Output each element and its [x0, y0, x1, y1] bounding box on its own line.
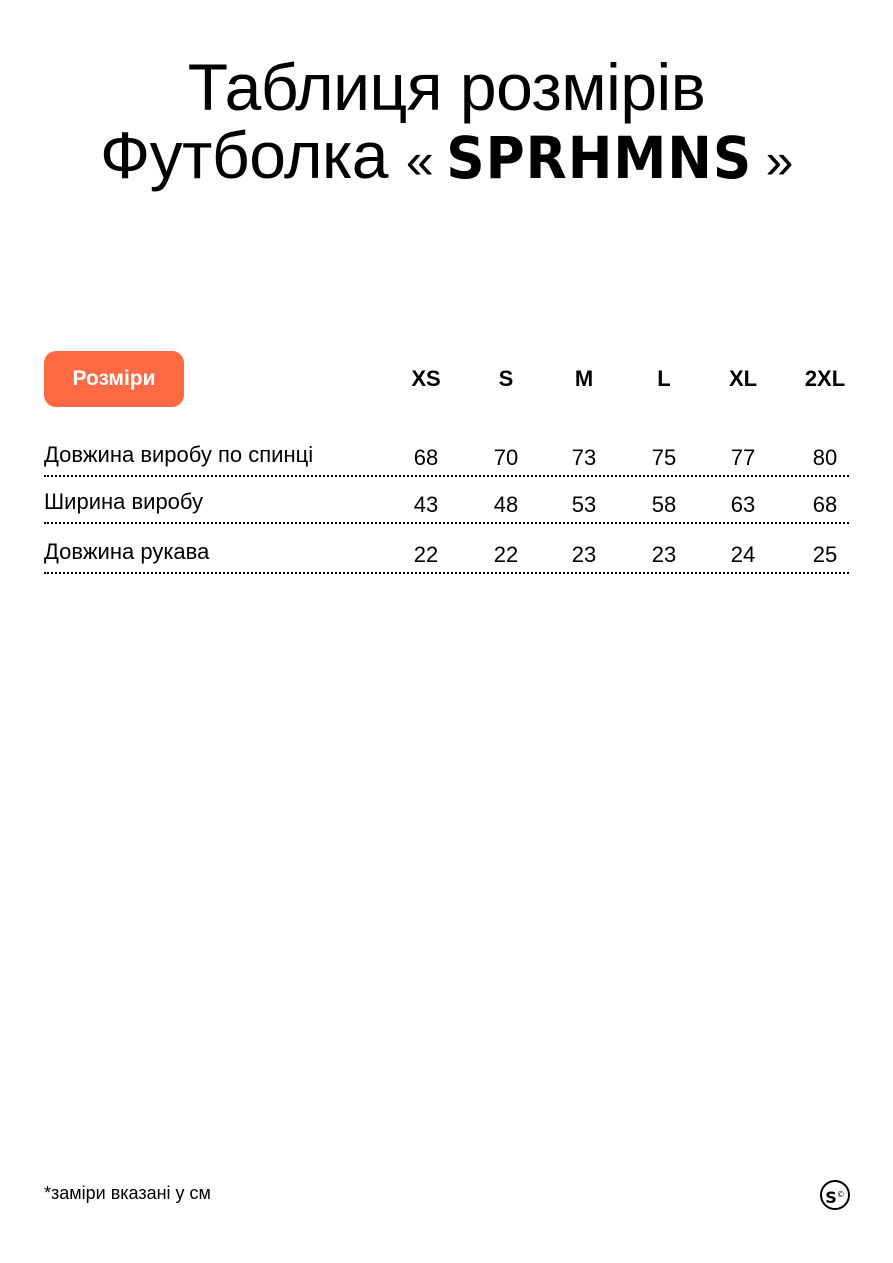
size-header-s: S [498, 366, 514, 391]
logo-mark: © [836, 1190, 845, 1199]
page-title: Таблиця розмірів [187, 50, 706, 124]
table-cell: 80 [812, 445, 838, 470]
measurement-footnote: *заміри вказані у см [44, 1183, 211, 1203]
row-divider [44, 572, 849, 574]
product-title [0, 118, 893, 194]
size-header-2xl: 2XL [804, 366, 846, 391]
table-cell: 23 [651, 542, 677, 567]
table-cell: 68 [812, 492, 838, 517]
table-cell: 43 [413, 492, 439, 517]
table-cell: 23 [571, 542, 597, 567]
table-cell: 68 [413, 445, 439, 470]
table-cell: 25 [812, 542, 838, 567]
row-label-back-length: Довжина виробу по спинці [44, 442, 314, 467]
size-header-m: M [574, 366, 594, 391]
product-type: Футболка [100, 118, 406, 192]
table-cell: 22 [413, 542, 439, 567]
quote-open: « [405, 133, 434, 189]
size-header-l: L [657, 366, 671, 391]
brand-logo-icon [820, 1180, 850, 1210]
table-cell: 75 [651, 445, 677, 470]
quote-close: » [765, 133, 793, 189]
table-cell: 53 [571, 492, 597, 517]
table-cell: 77 [730, 445, 756, 470]
logo-letter: S [825, 1188, 837, 1207]
row-label-width: Ширина виробу [44, 489, 204, 514]
table-cell: 22 [493, 542, 519, 567]
row-divider [44, 475, 849, 477]
table-cell: 70 [493, 445, 519, 470]
row-divider [44, 522, 849, 524]
table-cell: 24 [730, 542, 756, 567]
table-cell: 48 [493, 492, 519, 517]
table-cell: 58 [651, 492, 677, 517]
brand-name: SPRHMNS [446, 124, 753, 192]
size-header-xs: XS [411, 366, 441, 391]
row-label-sleeve-length: Довжина рукава [44, 539, 210, 564]
table-cell: 63 [730, 492, 756, 517]
sizes-header-chip: Розміри [44, 351, 184, 407]
size-header-xl: XL [728, 366, 758, 391]
table-cell: 73 [571, 445, 597, 470]
